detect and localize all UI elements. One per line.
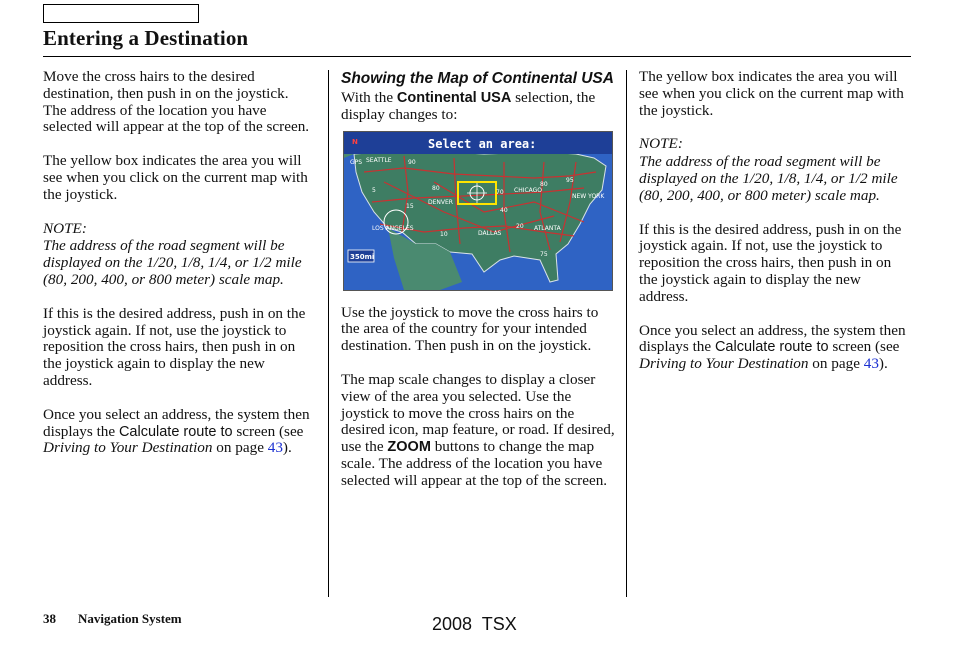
col2-p3-zoom-term: ZOOM bbox=[387, 439, 431, 456]
col3-paragraph-3 bbox=[639, 323, 911, 373]
city-atlanta: ATLANTA bbox=[534, 224, 561, 232]
col2-paragraph-2: Use the joystick to move the cross hairs to the area of the country for your intended destination. Then push in on the joystick. bbox=[341, 303, 599, 355]
map-header-text: Select an area: bbox=[428, 136, 537, 151]
svg-text:90: 90 bbox=[408, 158, 416, 166]
header-tab-box bbox=[43, 4, 199, 23]
col3-page-link[interactable]: 43 bbox=[863, 355, 879, 373]
column-divider-2 bbox=[626, 70, 627, 597]
col1-p4-text-d: ). bbox=[282, 439, 292, 457]
col2-p1-ui-term: Continental USA bbox=[396, 90, 512, 106]
col3-note-label: NOTE: bbox=[639, 135, 683, 153]
svg-text:95: 95 bbox=[566, 176, 574, 184]
svg-text:10: 10 bbox=[440, 230, 448, 238]
title-rule bbox=[43, 56, 911, 57]
footer-section-label: Navigation System bbox=[78, 611, 182, 626]
col3-p3-text-a: Once you select an address, the system then displays the bbox=[639, 321, 906, 356]
svg-text:80: 80 bbox=[540, 180, 548, 188]
usa-map-svg bbox=[344, 132, 612, 290]
page-title: Entering a Destination bbox=[43, 26, 249, 50]
col1-p4-text-b: screen (see bbox=[232, 422, 304, 440]
column-1 bbox=[43, 69, 315, 474]
col3-p3-text-d: ). bbox=[878, 355, 888, 373]
col2-paragraph-1 bbox=[341, 90, 615, 124]
svg-text:15: 15 bbox=[406, 202, 414, 210]
svg-text:5: 5 bbox=[372, 186, 376, 194]
map-scale-text: 350mi bbox=[350, 252, 375, 261]
col2-p1-text-a: With the bbox=[341, 89, 397, 106]
svg-text:80: 80 bbox=[432, 184, 440, 192]
city-los-angeles: LOS ANGELES bbox=[372, 224, 414, 232]
city-dallas: DALLAS bbox=[478, 229, 502, 237]
col3-p3-text-c: on page bbox=[808, 355, 864, 373]
city-new-york: NEW YORK bbox=[572, 192, 605, 200]
col3-p3-text-b: screen (see bbox=[828, 338, 900, 356]
col2-p3-text-a: The map scale changes to display a closer view of the area you selected. Use the joystick to move the cross hairs on the desired icon, map feature, or road. If desired, use the bbox=[341, 370, 615, 456]
col3-p3-italic-ref: Driving to Your Destination bbox=[639, 355, 809, 373]
col1-paragraph-4 bbox=[43, 407, 315, 457]
page-number: 38 bbox=[43, 611, 56, 626]
col2-p1-text-b: selection, the display changes to: bbox=[341, 89, 596, 123]
col1-page-link[interactable]: 43 bbox=[267, 439, 283, 457]
col1-paragraph-3: If this is the desired address, push in on the joystick again. If not, use the joystick to reposition the cross hairs, then push in on the joystick again to display the new address. bbox=[43, 304, 306, 389]
col1-note-label: NOTE: bbox=[43, 219, 87, 237]
city-chicago: CHICAGO bbox=[514, 186, 543, 194]
col2-paragraph-3 bbox=[341, 372, 615, 490]
footer-model-label: 2008 TSX bbox=[432, 614, 517, 634]
col1-paragraph-1: Move the cross hairs to the desired destination, then push in on the joystick. The address of the location you have selected will appear at the top of the screen. bbox=[43, 68, 310, 136]
svg-text:20: 20 bbox=[516, 222, 524, 230]
col3-paragraph-2: If this is the desired address, push in on the joystick again. If not, use the joystick to reposition the cross hairs, then push in on the joystick again to display the new address. bbox=[639, 220, 902, 305]
section-heading: Showing the Map of Continental USA bbox=[341, 70, 614, 87]
column-2 bbox=[341, 69, 615, 507]
col3-note-body: The address of the road segment will be displayed on the 1/20, 1/8, 1/4, or 1/2 mile (80, 200, 400, or 800 meter) scale map. bbox=[639, 153, 898, 204]
col1-p4-text-c: on page bbox=[212, 439, 268, 457]
column-3 bbox=[639, 69, 911, 390]
svg-text:70: 70 bbox=[496, 188, 504, 196]
col1-p4-italic-ref: Driving to Your Destination bbox=[43, 439, 213, 457]
col1-p4-ui-term: Calculate route to bbox=[118, 423, 233, 440]
column-divider-1 bbox=[328, 70, 329, 597]
col1-paragraph-2: The yellow box indicates the area you will see when you click on the current map with the joystick. bbox=[43, 152, 308, 203]
col1-note-body: The address of the road segment will be displayed on the 1/20, 1/8, 1/4, or 1/2 mile (80, 200, 400, or 800 meter) scale map. bbox=[43, 237, 302, 288]
city-seattle: SEATTLE bbox=[366, 156, 392, 164]
svg-text:40: 40 bbox=[500, 206, 508, 214]
city-denver: DENVER bbox=[428, 198, 453, 206]
col3-paragraph-1: The yellow box indicates the area you will see when you click on the current map with the joystick. bbox=[639, 68, 904, 119]
col3-p3-ui-term: Calculate route to bbox=[714, 339, 829, 356]
svg-text:75: 75 bbox=[540, 250, 548, 258]
col1-p4-text-a: Once you select an address, the system then displays the bbox=[43, 405, 310, 440]
compass-north-icon: N bbox=[352, 137, 358, 146]
col2-p3-text-b: buttons to change the map scale. The address of the location you have selected will appear at the top of the screen. bbox=[341, 438, 608, 489]
usa-map-screenshot bbox=[343, 131, 613, 291]
map-gps-label: GPS bbox=[350, 158, 363, 166]
